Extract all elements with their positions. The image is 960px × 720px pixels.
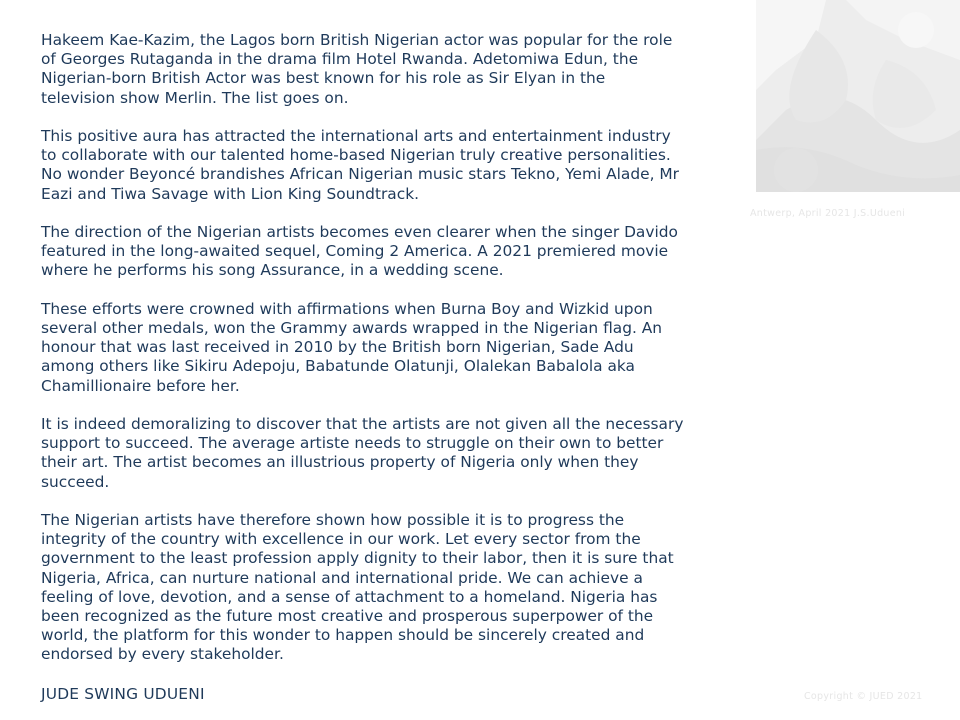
article-body — [41, 31, 731, 684]
photo-caption: Antwerp, April 2021 J.S.Udueni — [750, 208, 906, 219]
photo-texture — [756, 0, 960, 192]
author-name: JUDE SWING UDUENI — [41, 685, 205, 703]
paragraph-5: It is indeed demoralizing to discover that the artists are not given all the necessary support to succeed. The average artiste needs to struggle on their own to better their art. The artist becomes an illustrious property of Nigeria only when they succeed. — [41, 415, 684, 491]
paragraph-2: This positive aura has attracted the international arts and entertainment industry to collaborate with our talented home-based Nigerian truly creative personalities. No wonder Beyoncé brandishes African Nigerian music stars Tekno, Yemi Alade, Mr Eazi and Tiwa Savage with Lion King Soundtrack. — [41, 127, 679, 203]
copyright-notice: Copyright © JUED 2021 — [804, 691, 923, 702]
paragraph-4: These efforts were crowned with affirmations when Burna Boy and Wizkid upon several other medals, won the Grammy awards wrapped in the Nigerian flag. An honour that was last received in 2010 by the British born Nigerian, Sade Adu among others like Sikiru Adepoju, Babatunde Olatunji, Olalekan Babalola aka Chamillionaire before her. — [41, 299, 663, 395]
faded-photo — [756, 0, 960, 192]
paragraph-3: The direction of the Nigerian artists becomes even clearer when the singer Davido featured in the long-awaited sequel, Coming 2 America. A 2021 premiered movie where he performs his song Assurance, in a wedding scene. — [41, 223, 678, 280]
paragraph-1: Hakeem Kae-Kazim, the Lagos born British Nigerian actor was popular for the role of Georges Rutaganda in the drama film Hotel Rwanda. Adetomiwa Edun, the Nigerian-born British Actor was best known for his role as Sir Elyan in the television show Merlin. The list goes on. — [41, 31, 673, 107]
paragraph-6: The Nigerian artists have therefore shown how possible it is to progress the integrity of the country with excellence in our work. Let every sector from the government to the least profession apply dignity to their labor, then it is sure that Nigeria, Africa, can nurture national and international pride. We can achieve a feeling of love, devotion, and a sense of attachment to a homeland. Nigeria has been recognized as the future most creative and prosperous superpower of the world, the platform for this wonder to happen should be sincerely created and endorsed by every stakeholder. — [41, 511, 674, 664]
